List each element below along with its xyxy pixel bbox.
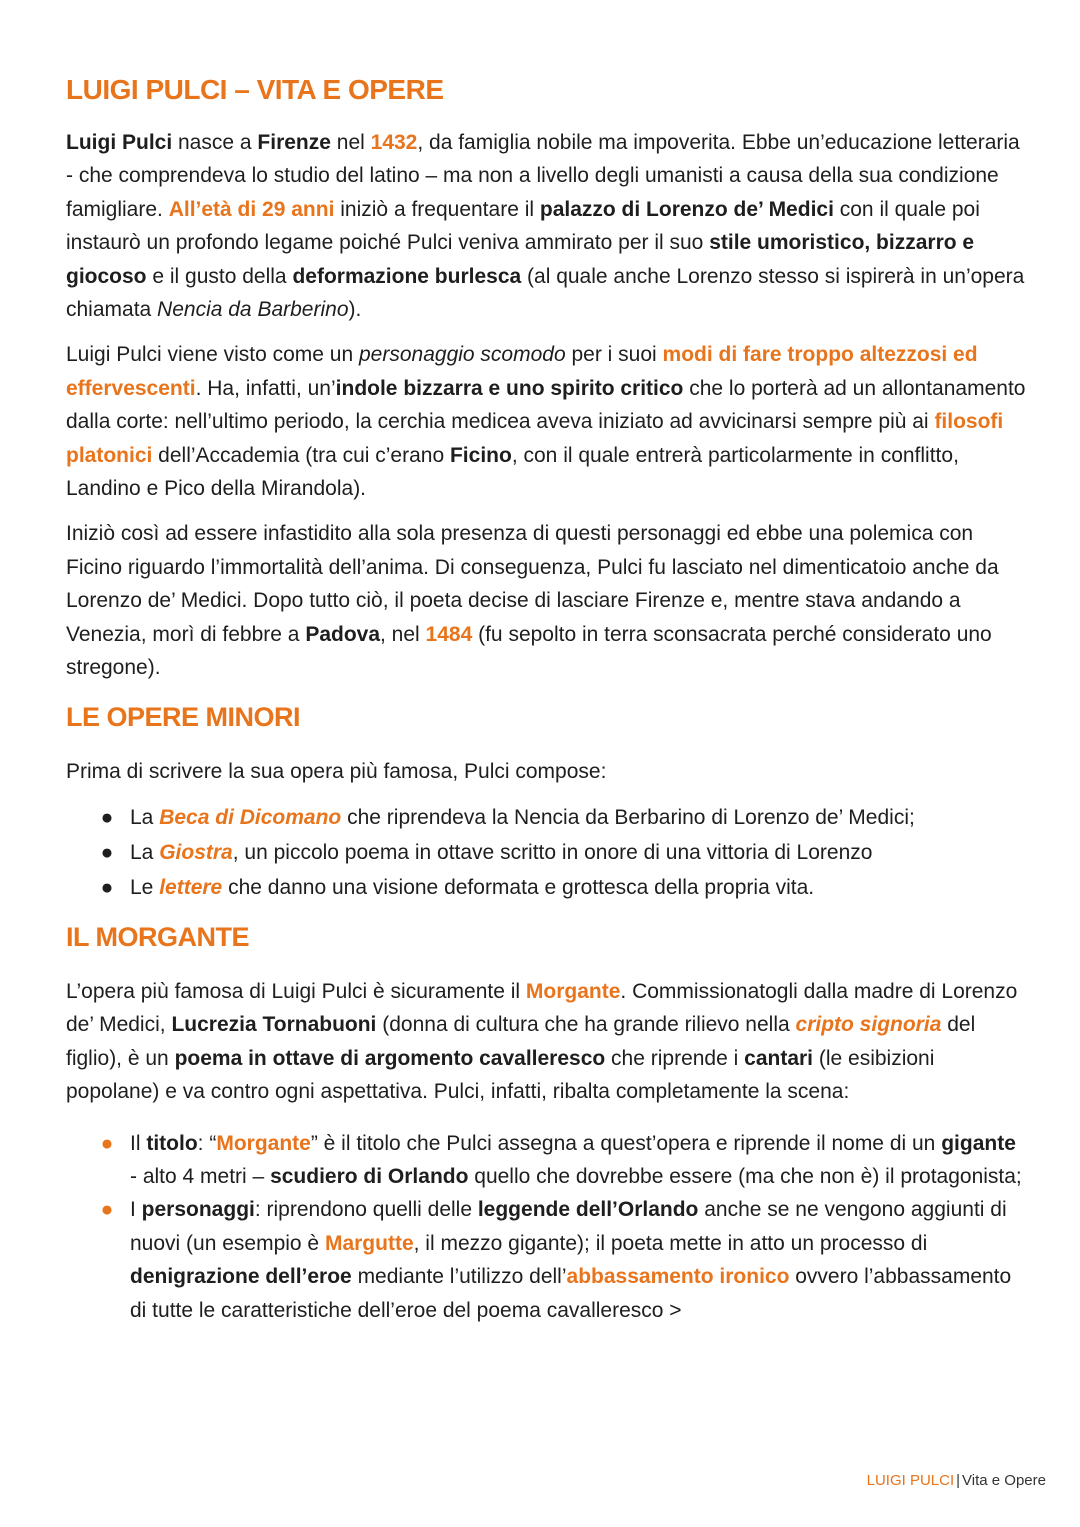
highlight-text: Morgante [525, 979, 621, 1003]
highlight-text: lettere [159, 875, 223, 899]
text: . Ha, infatti, un’ [195, 376, 336, 400]
text: Le [130, 875, 160, 899]
text: (donna di cultura che ha grande rilievo nella [376, 1013, 796, 1037]
highlight-text: abbassamento ironico [566, 1265, 790, 1289]
list-opere-minori [66, 800, 1026, 905]
bold-text: personaggi [141, 1198, 255, 1222]
list-item [66, 1193, 1026, 1327]
text: iniziò a frequentare il [334, 197, 540, 221]
highlight-text: cripto signoria [795, 1013, 942, 1037]
paragraph-morte [66, 517, 1026, 684]
highlight-text: Margutte [324, 1231, 414, 1255]
text: nel [330, 131, 371, 154]
bold-text: cantari [744, 1046, 814, 1070]
text: (fu sepolto in terra sconsacrata perché considerato uno stregone). [66, 622, 992, 680]
text: anche se ne vengono aggiunti di nuovi (un esempio è [130, 1198, 1007, 1255]
text: , nel [380, 622, 426, 646]
bold-text: gigante [941, 1131, 1016, 1155]
bold-text: Lucrezia Tornabuoni [171, 1013, 377, 1037]
footer-title: LUIGI PULCI [866, 1472, 955, 1489]
text: : “ [197, 1131, 217, 1155]
bold-text: stile umoristico, bizzarro e giocoso [66, 231, 975, 288]
text: ovvero l’abbassamento di tutte le caratteristiche dell’eroe del poema cavalleresco > [130, 1265, 1012, 1322]
text: , il mezzo gigante); il poeta mette in atto un processo di [413, 1231, 928, 1255]
italic-text: Nencia da Barberino [157, 298, 349, 322]
bold-text: indole bizzarra e uno spirito critico [335, 376, 684, 400]
bullet-icon: ● [100, 840, 114, 864]
footer-separator: | [956, 1472, 961, 1489]
section-heading-morgante: IL MORGANTE [66, 921, 249, 952]
highlight-text: Beca di Dicomano [159, 805, 342, 829]
paragraph-morgante [66, 975, 1026, 1109]
text: nasce a [172, 131, 258, 154]
text: con il quale poi instaurò un profondo legame poiché Pulci veniva ammirato per il suo [66, 197, 980, 255]
highlight-text: 1484 [425, 622, 473, 646]
text: La [130, 840, 160, 864]
text: La [130, 805, 160, 829]
document-page [66, 70, 1026, 1339]
text: del figlio), è un [66, 1013, 976, 1070]
bold-text: poema in ottave di argomento cavalleresco [174, 1046, 606, 1070]
list-item [66, 870, 1026, 905]
section-heading-opere-minori: LE OPERE MINORI [66, 701, 301, 732]
text: che lo porterà ad un allontanamento dalla corte: nell’ultimo periodo, la cerchia medicea aveva iniziato ad avvicinarsi sempre più ai [66, 376, 1026, 434]
text: Luigi Pulci viene visto come un [66, 343, 359, 367]
list-item [66, 1127, 1026, 1194]
text: Il [130, 1131, 147, 1155]
highlight-text: All’età di 29 anni [168, 197, 335, 221]
text: (al quale anche Lorenzo stesso si ispirerà in un’opera chiamata [66, 264, 1025, 322]
bold-text: palazzo di Lorenzo de’ Medici [539, 197, 834, 221]
bullet-icon: ● [100, 805, 114, 829]
text: - alto 4 metri – [130, 1164, 271, 1188]
text: Iniziò così ad essere infastidito alla sola presenza di questi personaggi ed ebbe una polemica con Ficino riguardo l’immortalità dell’anima. Di conseguenza, Pulci fu lasciato nel dimenticatoio anche da Lorenzo de’ Medici. Dopo tutto ciò, il poeta decise di lasciare Firenze e, mentre stava andando a Venezia, morì di febbre a [66, 522, 999, 646]
highlight-text: modi di fare troppo altezzosi ed effervescenti [66, 343, 978, 400]
bold-text: deformazione burlesca [292, 264, 522, 288]
paragraph-intro-minori: Prima di scrivere la sua opera più famosa, Pulci compose: [66, 759, 607, 783]
bold-text: denigrazione dell’eroe [130, 1265, 352, 1289]
text: (le esibizioni popolane) e va contro ogni aspettativa. Pulci, infatti, ribalta completamente la scena: [66, 1046, 935, 1104]
text: , con il quale entrerà particolarmente in conflitto, Landino e Pico della Mirandola). [66, 443, 959, 501]
bold-text: scudiero di Orlando [270, 1164, 469, 1188]
list-morgante [66, 1127, 1026, 1327]
text: : riprendono quelli delle [254, 1198, 478, 1222]
text: ). [348, 298, 362, 322]
bold-text: Firenze [257, 131, 331, 154]
bullet-icon: ● [100, 875, 114, 899]
text: che riprendeva la Nencia da Berbarino di Lorenzo de’ Medici; [341, 805, 915, 829]
highlight-text: 1432 [370, 131, 418, 154]
text: mediante l’utilizzo dell’ [351, 1265, 567, 1289]
bold-text: Luigi Pulci [66, 131, 173, 154]
text: I [130, 1198, 142, 1222]
footer-section: Vita e Opere [962, 1472, 1046, 1489]
bullet-icon: ● [100, 1198, 114, 1222]
bold-text: Padova [305, 622, 381, 646]
page-title: LUIGI PULCI – VITA E OPERE [66, 74, 444, 105]
text: , un piccolo poema in ottave scritto in onore di una vittoria di Lorenzo [232, 840, 873, 864]
page-footer [867, 1472, 1046, 1489]
highlight-text: Morgante [216, 1131, 311, 1155]
text: quello che dovrebbe essere (ma che non è) il protagonista; [468, 1164, 1022, 1188]
text: che danno una visione deformata e grottesca della propria vita. [222, 875, 815, 899]
text: . Commissionatogli dalla madre di Lorenzo de’ Medici, [66, 979, 1018, 1037]
bold-text: titolo [146, 1131, 198, 1155]
bold-text: leggende dell’Orlando [477, 1198, 699, 1222]
paragraph-vita [66, 126, 1026, 326]
text: L’opera più famosa di Luigi Pulci è sicuramente il [66, 979, 526, 1003]
highlight-text: filosofi platonici [66, 410, 1004, 467]
list-item [66, 835, 1026, 870]
list-item [66, 800, 1026, 835]
italic-text: personaggio scomodo [359, 343, 566, 367]
text: ” è il titolo che Pulci assegna a quest’opera e riprende il nome di un [310, 1131, 942, 1155]
text: per i suoi [565, 343, 663, 367]
paragraph-personaggio [66, 338, 1026, 505]
bold-text: Ficino [449, 443, 512, 467]
text: , da famiglia nobile ma impoverita. Ebbe un’educazione letteraria - che comprendeva lo studio del latino – ma non a livello degli umanisti a causa della sua condizione famigliare. [66, 131, 1020, 221]
highlight-text: Giostra [159, 840, 233, 864]
text: e il gusto della [146, 264, 293, 288]
text: che riprende i [605, 1046, 745, 1070]
text: dell’Accademia (tra cui c’erano [152, 443, 450, 467]
bullet-icon: ● [100, 1131, 114, 1155]
